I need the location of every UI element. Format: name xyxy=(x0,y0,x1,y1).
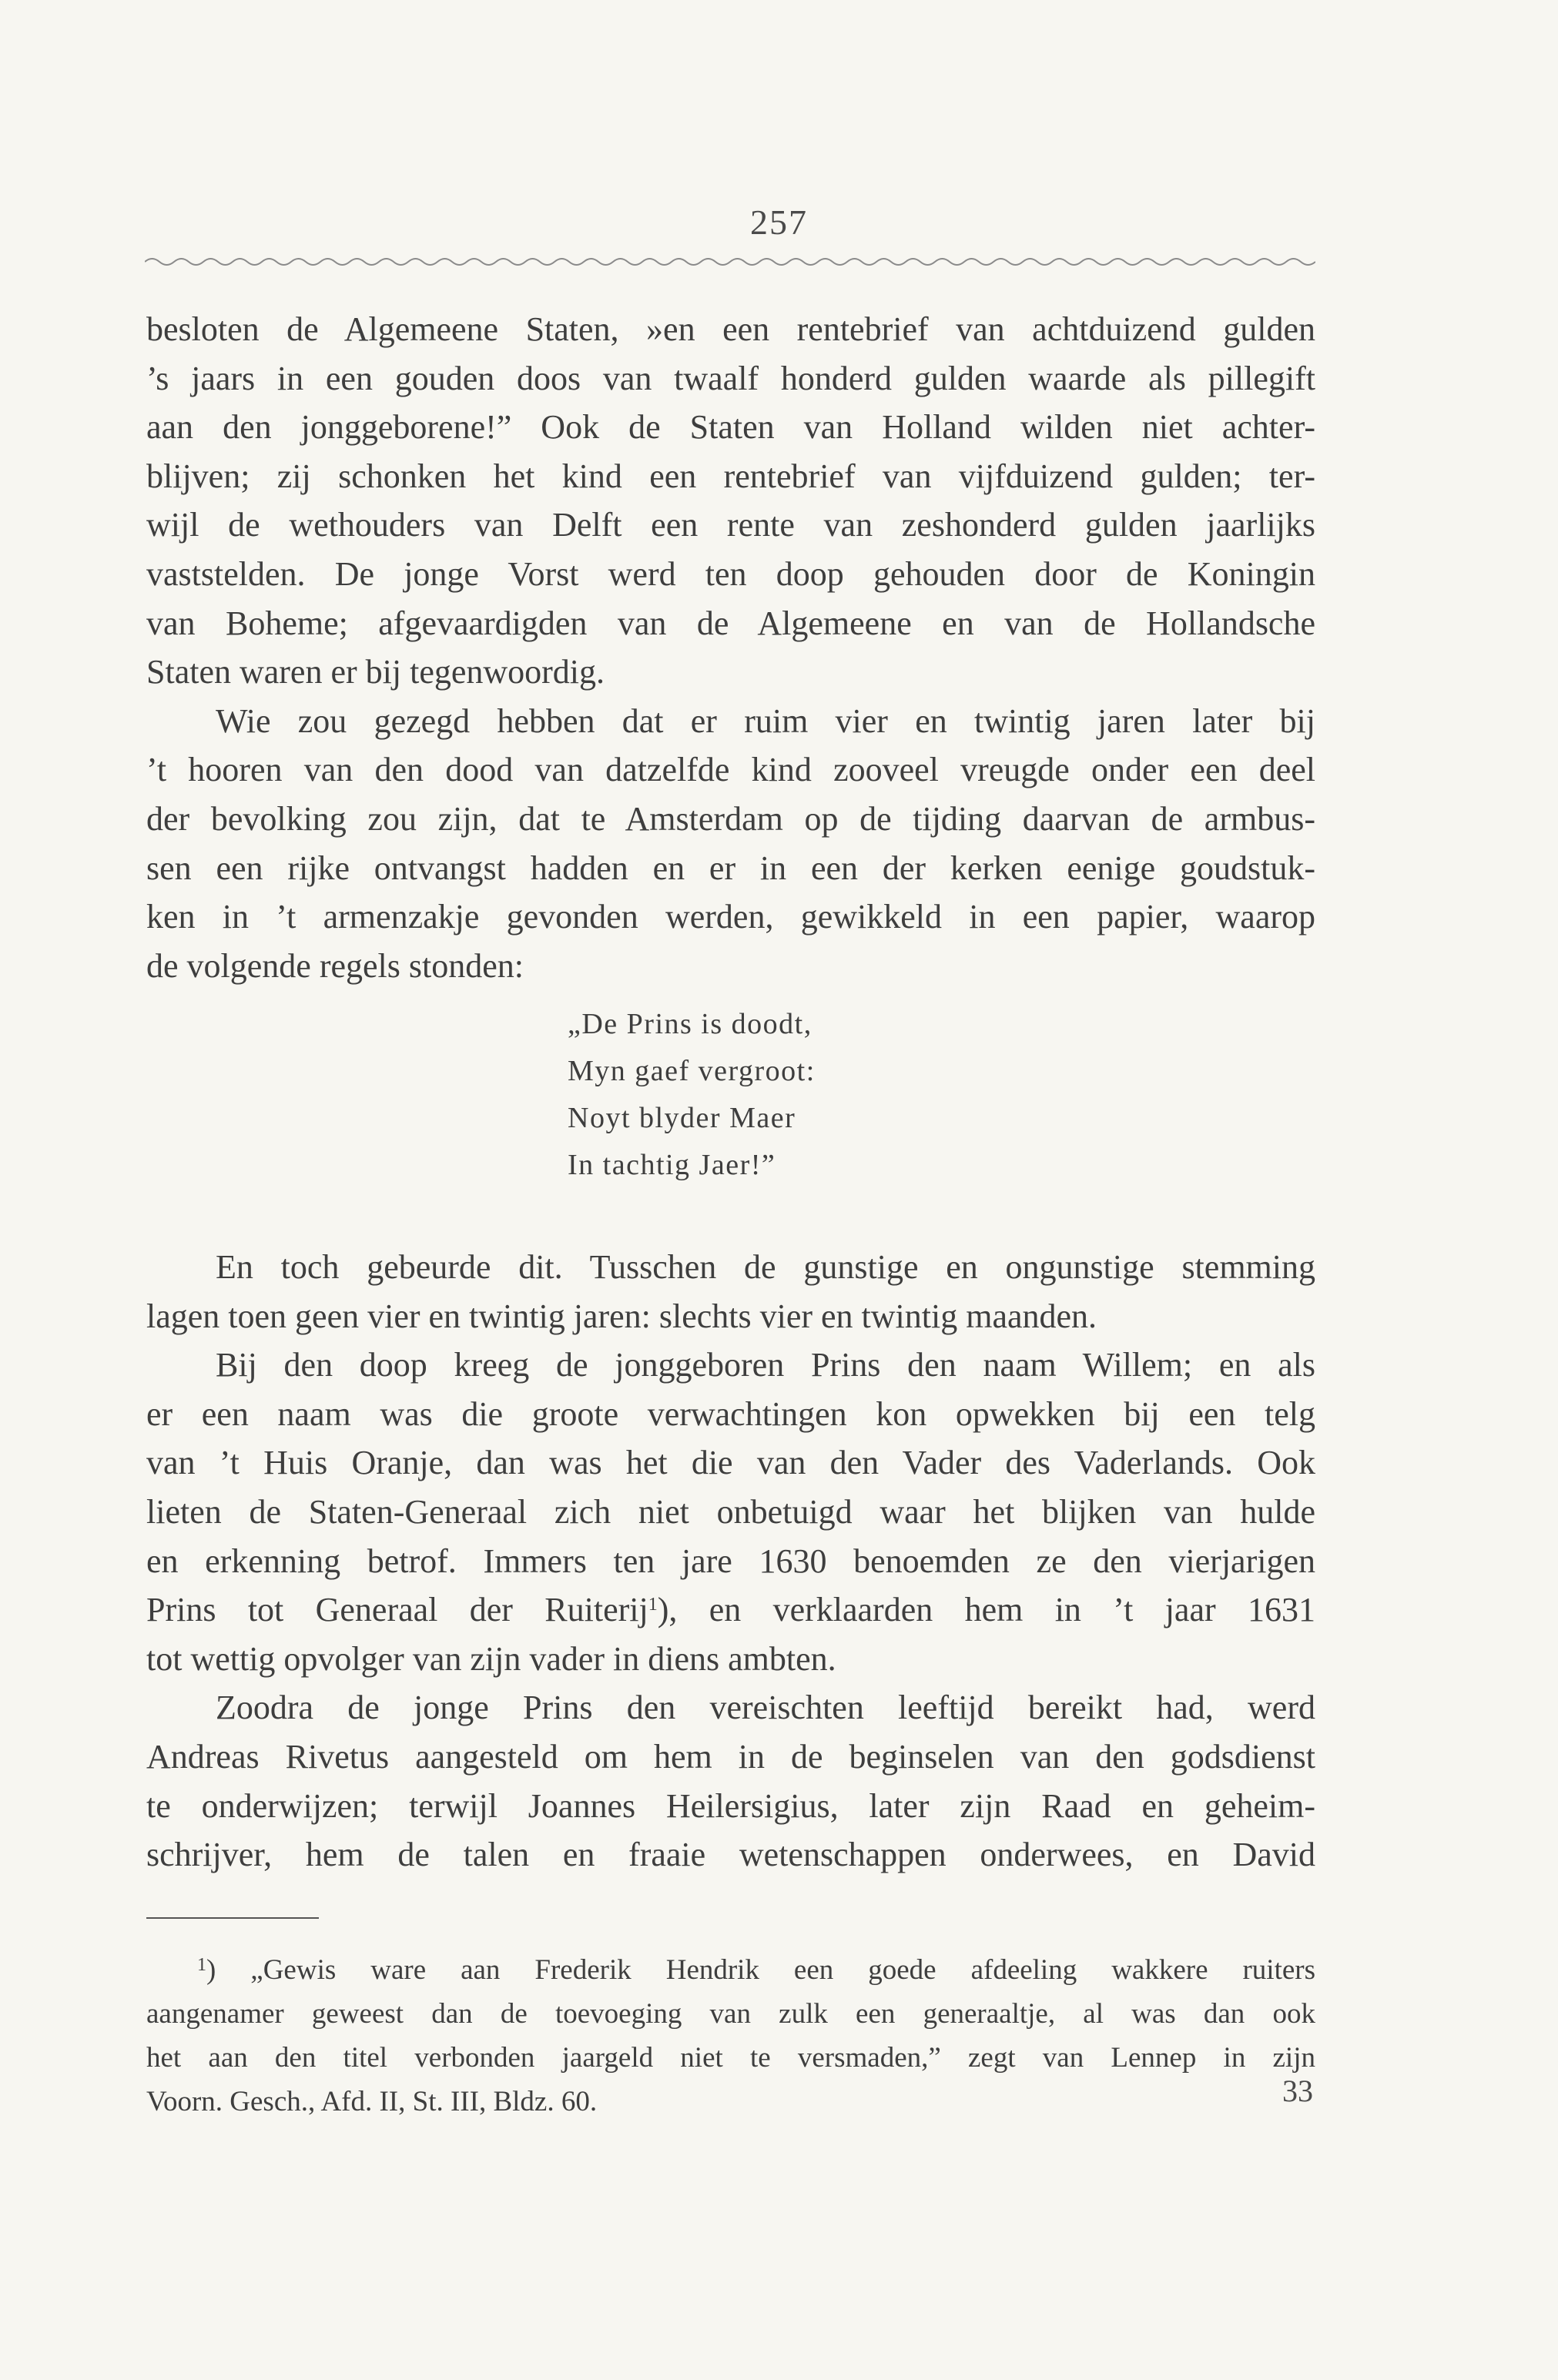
line-text-continued: ), en verklaarden hem in ’t jaar 1631 xyxy=(657,1591,1315,1629)
footnote-text: aangenamer geweest dan de toevoeging van zulk een generaaltje, al was dan ook xyxy=(146,1998,1315,2030)
page-number: 257 xyxy=(750,203,808,242)
signature-mark: 33 xyxy=(1282,2074,1313,2108)
footnote-line xyxy=(146,2036,1315,2080)
body-line xyxy=(146,697,1315,746)
body-line xyxy=(146,1830,1315,1880)
line-text: tot wettig opvolger van zijn vader in diens ambten. xyxy=(146,1639,836,1678)
line-text: Andreas Rivetus aangesteld om hem in de beginselen van den godsdienst xyxy=(146,1737,1315,1776)
body-line xyxy=(146,648,1315,697)
footnote-reference: 1 xyxy=(648,1595,658,1615)
body-line xyxy=(146,1683,1315,1732)
line-text: Staten waren er bij tegenwoordig. xyxy=(146,653,605,691)
line-text: ken in ’t armenzakje gevonden werden, gewikkeld in een papier, waarop xyxy=(146,898,1315,936)
footnote-text: Voorn. Gesch., Afd. II, St. III, Bldz. 60. xyxy=(146,2086,598,2117)
body-line xyxy=(146,844,1315,893)
body-line xyxy=(146,1341,1315,1390)
line-text: Zoodra de jonge Prins den vereischten leeftijd bereikt had, werd xyxy=(216,1689,1315,1727)
poem-line: Myn gaef vergroot: xyxy=(568,1055,816,1087)
body-line xyxy=(146,745,1315,795)
footnote xyxy=(146,1948,1315,2124)
body-line xyxy=(146,1488,1315,1537)
body-line xyxy=(146,403,1315,452)
line-text: ’t hooren van den dood van datzelfde kind zooveel vreugde onder een deel xyxy=(146,751,1315,789)
line-text: wijl de wethouders van Delft een rente van zeshonderd gulden jaarlijks xyxy=(146,506,1315,544)
body-line xyxy=(146,452,1315,501)
footnote-marker: 1 xyxy=(197,1955,206,1975)
body-line xyxy=(146,305,1315,354)
body-line xyxy=(146,1585,1315,1635)
line-text: besloten de Algemeene Staten, »en een rentebrief van achtduizend gulden xyxy=(146,310,1315,348)
poem-line: In tachtig Jaer!” xyxy=(568,1149,776,1181)
body-line xyxy=(146,892,1315,942)
line-text: lieten de Staten-Generaal zich niet onbetuigd waar het blijken van hulde xyxy=(146,1492,1315,1531)
line-text: sen een rijke ontvangst hadden en er in een der kerken eenige goudstuk- xyxy=(146,849,1315,887)
body-line xyxy=(146,942,1315,991)
footnote-line xyxy=(146,1948,1315,1992)
poem-line: Noyt blyder Maer xyxy=(568,1102,796,1134)
body-line xyxy=(146,1732,1315,1782)
poem-line: „De Prins is doodt, xyxy=(568,1008,813,1040)
body-line xyxy=(146,354,1315,403)
body-text-bottom xyxy=(146,1243,1315,1880)
body-line xyxy=(146,795,1315,844)
line-text: der bevolking zou zijn, dat te Amsterdam op de tijding daarvan de armbus- xyxy=(146,799,1315,838)
poem-verse xyxy=(568,1001,816,1189)
footnote-text: ) „Gewis ware aan Frederik Hendrik een goede afdeeling wakkere ruiters xyxy=(206,1954,1315,1986)
footnote-line xyxy=(146,1992,1315,2036)
body-line xyxy=(146,1438,1315,1488)
line-text: van ’t Huis Oranje, dan was het die van den Vader des Vaderlands. Ook xyxy=(146,1444,1315,1482)
line-text: blijven; zij schonken het kind een rentebrief van vijfduizend gulden; ter- xyxy=(146,457,1315,495)
body-line xyxy=(146,500,1315,550)
header-ornament-rule xyxy=(145,254,1315,269)
line-text: Wie zou gezegd hebben dat er ruim vier en twintig jaren later bij xyxy=(216,701,1315,740)
line-text: er een naam was die groote verwachtingen kon opwekken bij een telg xyxy=(146,1394,1315,1433)
line-text: aan den jonggeborene!” Ook de Staten van Holland wilden niet achter- xyxy=(146,408,1315,447)
body-line xyxy=(146,550,1315,599)
line-text: lagen toen geen vier en twintig jaren: slechts vier en twintig maanden. xyxy=(146,1297,1097,1335)
body-line xyxy=(146,1390,1315,1439)
body-line xyxy=(146,1292,1315,1341)
line-text: vaststelden. De jonge Vorst werd ten doop gehouden door de Koningin xyxy=(146,554,1315,593)
line-text: ’s jaars in een gouden doos van twaalf honderd gulden waarde als pillegift xyxy=(146,359,1315,397)
line-text: de volgende regels stonden: xyxy=(146,946,524,985)
body-line xyxy=(146,1635,1315,1684)
body-line xyxy=(146,1537,1315,1586)
body-line xyxy=(146,1782,1315,1831)
line-text: Prins tot Generaal der Ruiterij xyxy=(146,1591,648,1629)
body-text-top xyxy=(146,305,1315,990)
body-line xyxy=(146,599,1315,648)
line-text: Bij den doop kreeg de jonggeboren Prins den naam Willem; en als xyxy=(216,1346,1315,1384)
body-line xyxy=(146,1243,1315,1292)
line-text: schrijver, hem de talen en fraaie wetenschappen onderwees, en David xyxy=(146,1836,1315,1874)
line-text: en erkenning betrof. Immers ten jare 1630 benoemden ze den vierjarigen xyxy=(146,1541,1315,1580)
footnote-line xyxy=(146,2080,1315,2124)
line-text: En toch gebeurde dit. Tusschen de gunstige en ongunstige stemming xyxy=(216,1248,1315,1286)
line-text: te onderwijzen; terwijl Joannes Heilersigius, later zijn Raad en geheim- xyxy=(146,1786,1315,1825)
footnote-separator xyxy=(146,1917,319,1919)
footnote-text: het aan den titel verbonden jaargeld niet te versmaden,” zegt van Lennep in zijn xyxy=(146,2042,1315,2074)
line-text: van Boheme; afgevaardigden van de Algemeene en van de Hollandsche xyxy=(146,604,1315,642)
